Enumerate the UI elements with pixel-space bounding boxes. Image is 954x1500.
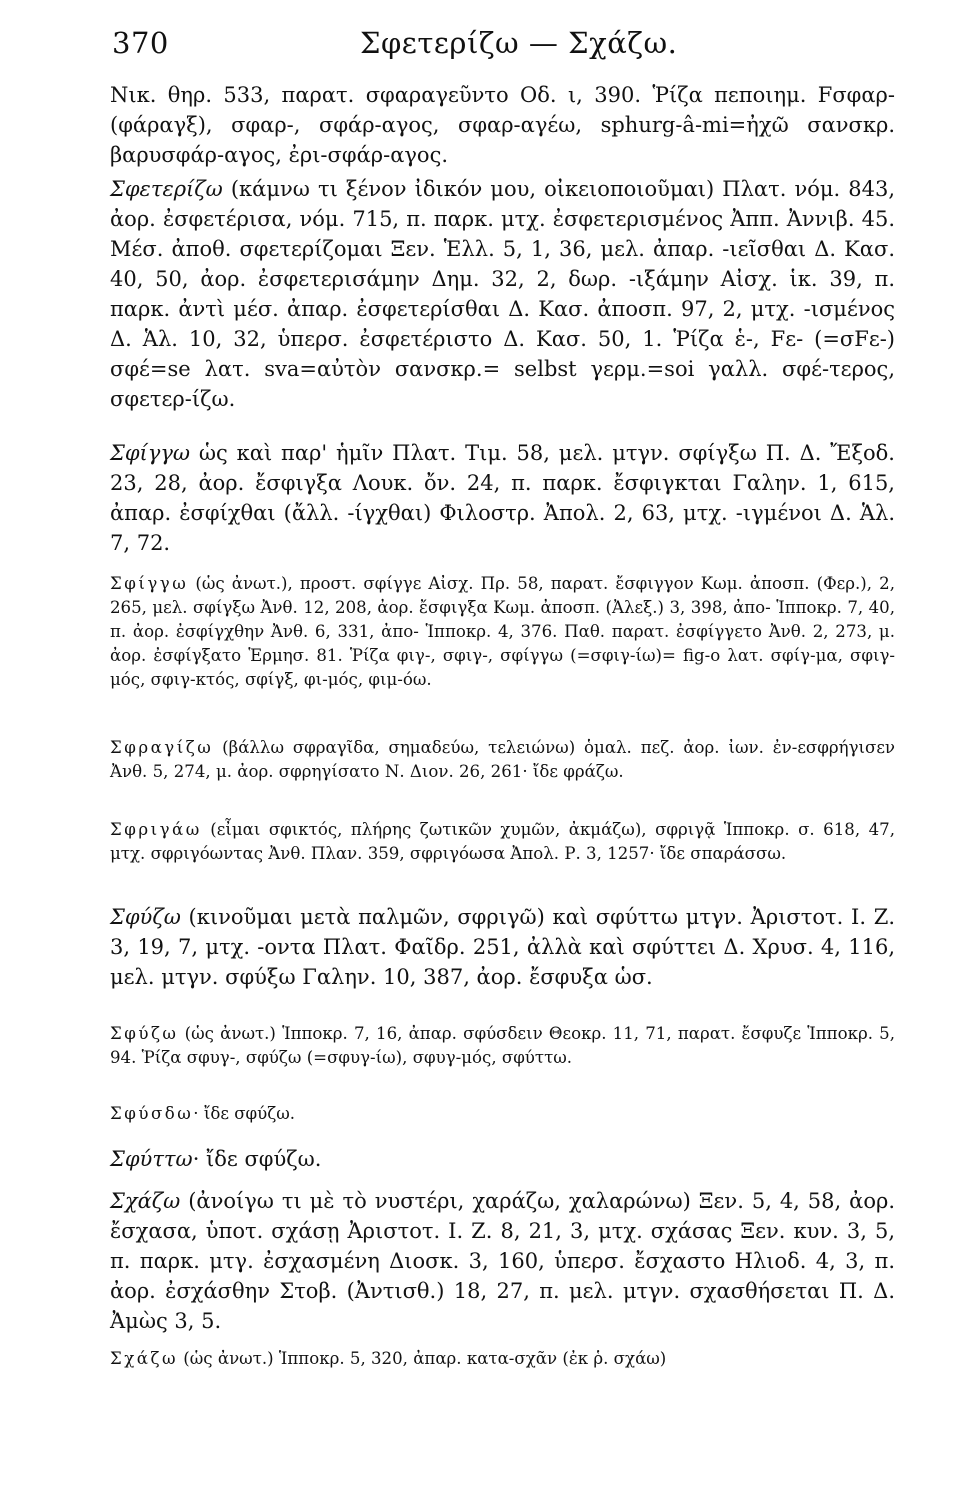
entry-sfeterizo bbox=[110, 174, 895, 414]
entry-text: (ὡς ἀνωτ.) Ἱπποκρ. 5, 320, ἀπαρ. κατα-σχᾶν (ἐκ ῥ. σχάω) bbox=[178, 1349, 667, 1368]
headword: Σφύσδω bbox=[110, 1104, 194, 1123]
entry-text: (κινοῦμαι μετὰ παλμῶν, σφριγῶ) καὶ σφύττω μτγν. Ἀριστοτ. Ι. Ζ. 3, 19, 7, μτχ. -οντα Πλατ. Φαῖδρ. 251, ἀλλὰ καὶ σφύττει Δ. Χρυσ. 4, 116, μελ. μτγν. σφύξω Γαλην. 10, 387, ἀορ. ἔσφυξα ὡσ. bbox=[110, 905, 895, 989]
entry-text: · ἴδε σφύζω. bbox=[193, 1104, 296, 1123]
entry-schazo bbox=[110, 1186, 895, 1336]
headword: Σφριγάω bbox=[110, 820, 202, 839]
headword: Σφετερίζω bbox=[110, 177, 223, 201]
entry-text: Νικ. θηρ. 533, παρατ. σφαραγεῦντο Οδ. ι, 390. Ῥίζα πεποιημ. Fσφαρ- (φάραγξ), σφαρ-, σφάρ-αγος, σφαρ-αγέω, sphurg-â-mi=ἠχῶ σανσκρ. βαρυσφάρ-αγος, ἐρι-σφάρ-αγος. bbox=[110, 83, 895, 167]
headword: Σφύζω bbox=[110, 905, 181, 929]
entry-text: (κάμνω τι ξένον ἰδικόν μου, οἰκειοποιοῦμαι) Πλατ. νόμ. 843, ἀορ. ἐσφετέρισα, νόμ. 715, π. παρκ. μτχ. ἐσφετερισμένος Ἀππ. Ἀννιβ. 45. Μέσ. ἀποθ. σφετερίζομαι Ξεν. Ἑλλ. 5, 1, 36, μελ. ἀπαρ. -ιεῖσθαι Δ. Κασ. 40, 50, ἀορ. ἐσφετερισάμην Δημ. 32, 2, δωρ. -ιξάμην Αἰσχ. ἱκ. 39, π. παρκ. ἀντὶ μέσ. ἀπαρ. ἐσφετερίσθαι Δ. Κασ. ἀποσπ. 97, 2, μτχ. -ισμένος Δ. Ἁλ. 10, 32, ὑπερσ. ἐσφετέριστο Δ. Κασ. 50, 1. Ῥίζα ἑ-, Fε- (=σFε-) σφέ=se λατ. sva=αὐτὸν σανσκρ.= selbst γερμ.=soi γαλλ. σφέ-τερος, σφετερ-ίζω. bbox=[110, 177, 895, 411]
headword: Σφίγγω bbox=[110, 574, 189, 593]
entry-sfrigao bbox=[110, 818, 895, 866]
headword: Σφραγίζω bbox=[110, 738, 214, 757]
entry-text: (ὡς ἀνωτ.) Ἱπποκρ. 7, 16, ἀπαρ. σφύσδειν Θεοκρ. 11, 71, παρατ. ἔσφυζε Ἱπποκρ. 5, 94. Ῥίζα σφυγ-, σφύζω (=σφυγ-ίω), σφυγ-μός, σφύττω. bbox=[110, 1024, 895, 1067]
entry-text: (ὡς ἀνωτ.), προστ. σφίγγε Αἰσχ. Πρ. 58, παρατ. ἔσφιγγον Κωμ. ἀποσπ. (Φερ.), 2, 265, μελ. σφίγξω Ἀνθ. 12, 208, ἀορ. ἔσφιγξα Κωμ. ἀποσπ. (Ἀλεξ.) 3, 398, ἀπο- Ἱπποκρ. 7, 40, π. ἀορ. ἐσφίγχθην Ἀνθ. 6, 331, ἀπο- Ἱπποκρ. 4, 376. Παθ. παρατ. ἐσφίγγετο Ἀνθ. 2, 273, μ. ἀορ. ἐσφίγξατο Ἑρμησ. 81. Ῥίζα φιγ-, σφιγ-, σφίγγω (=σφιγ-ίω)= fig-o λατ. σφίγ-μα, σφιγ-μός, σφιγ-κτός, σφίγξ, φι-μός, φιμ-όω. bbox=[110, 574, 895, 689]
entry-continuation bbox=[110, 80, 895, 170]
entry-sfytto bbox=[110, 1144, 895, 1174]
entry-schazo-poetic bbox=[110, 1347, 895, 1371]
page-number: 370 bbox=[112, 26, 169, 60]
running-head: Σφετερίζω — Σχάζω. bbox=[360, 26, 678, 60]
entry-text: · ἴδε σφύζω. bbox=[192, 1147, 322, 1171]
headword: Σφύττω bbox=[110, 1147, 193, 1171]
entry-sfingo-poetic bbox=[110, 572, 895, 692]
entry-sfingo bbox=[110, 438, 895, 558]
entry-text: (βάλλω σφραγῖδα, σημαδεύω, τελειώνω) ὁμαλ. πεζ. ἀορ. ἰων. ἐν-εσφρήγισεν Ἀνθ. 5, 274, μ. ἀορ. σφρηγίσατο Ν. Διον. 26, 261· ἴδε φράζω. bbox=[110, 738, 895, 781]
headword: Σχάζω bbox=[110, 1189, 181, 1213]
headword: Σφύζω bbox=[110, 1024, 179, 1043]
entry-sfyzo-poetic bbox=[110, 1022, 895, 1070]
entry-sfragizo bbox=[110, 736, 895, 784]
entry-text: (ἀνοίγω τι μὲ τὸ νυστέρι, χαράζω, χαλαρώνω) Ξεν. 5, 4, 58, ἀορ. ἔσχασα, ὑποτ. σχάσῃ Ἀριστοτ. Ι. Ζ. 8, 21, 3, μτχ. σχάσας Ξεν. κυν. 3, 5, π. παρκ. μτγ. ἐσχασμένη Διοσκ. 3, 160, ὑπερσ. ἔσχαστο Ηλιοδ. 4, 3, π. ἀορ. ἐσχάσθην Στοβ. (Ἀντισθ.) 18, 27, π. μελ. μτγν. σχασθήσεται Π. Δ. Ἀμὼς 3, 5. bbox=[110, 1189, 895, 1333]
entry-text: (εἶμαι σφικτός, πλήρης ζωτικῶν χυμῶν, ἀκμάζω), σφριγᾷ Ἱπποκρ. σ. 618, 47, μτχ. σφριγόωντας Ἀνθ. Πλαν. 359, σφριγόωσα Ἀπολ. Ρ. 3, 1257· ἴδε σπαράσσω. bbox=[110, 820, 895, 863]
entry-text: ὡς καὶ παρ' ἡμῖν Πλατ. Τιμ. 58, μελ. μτγν. σφίγξω Π. Δ. Ἔξοδ. 23, 28, ἀορ. ἔσφιγξα Λουκ. ὄν. 24, π. παρκ. ἔσφιγκται Γαλην. 1, 615, ἀπαρ. ἐσφίχθαι (ἄλλ. -ίγχθαι) Φιλοστρ. Ἀπολ. 2, 63, μτχ. -ιγμένοι Δ. Ἁλ. 7, 72. bbox=[110, 441, 895, 555]
entry-sfysdo bbox=[110, 1102, 895, 1126]
entry-sfyzo bbox=[110, 902, 895, 992]
headword: Σχάζω bbox=[110, 1349, 179, 1368]
headword: Σφίγγω bbox=[110, 441, 191, 465]
